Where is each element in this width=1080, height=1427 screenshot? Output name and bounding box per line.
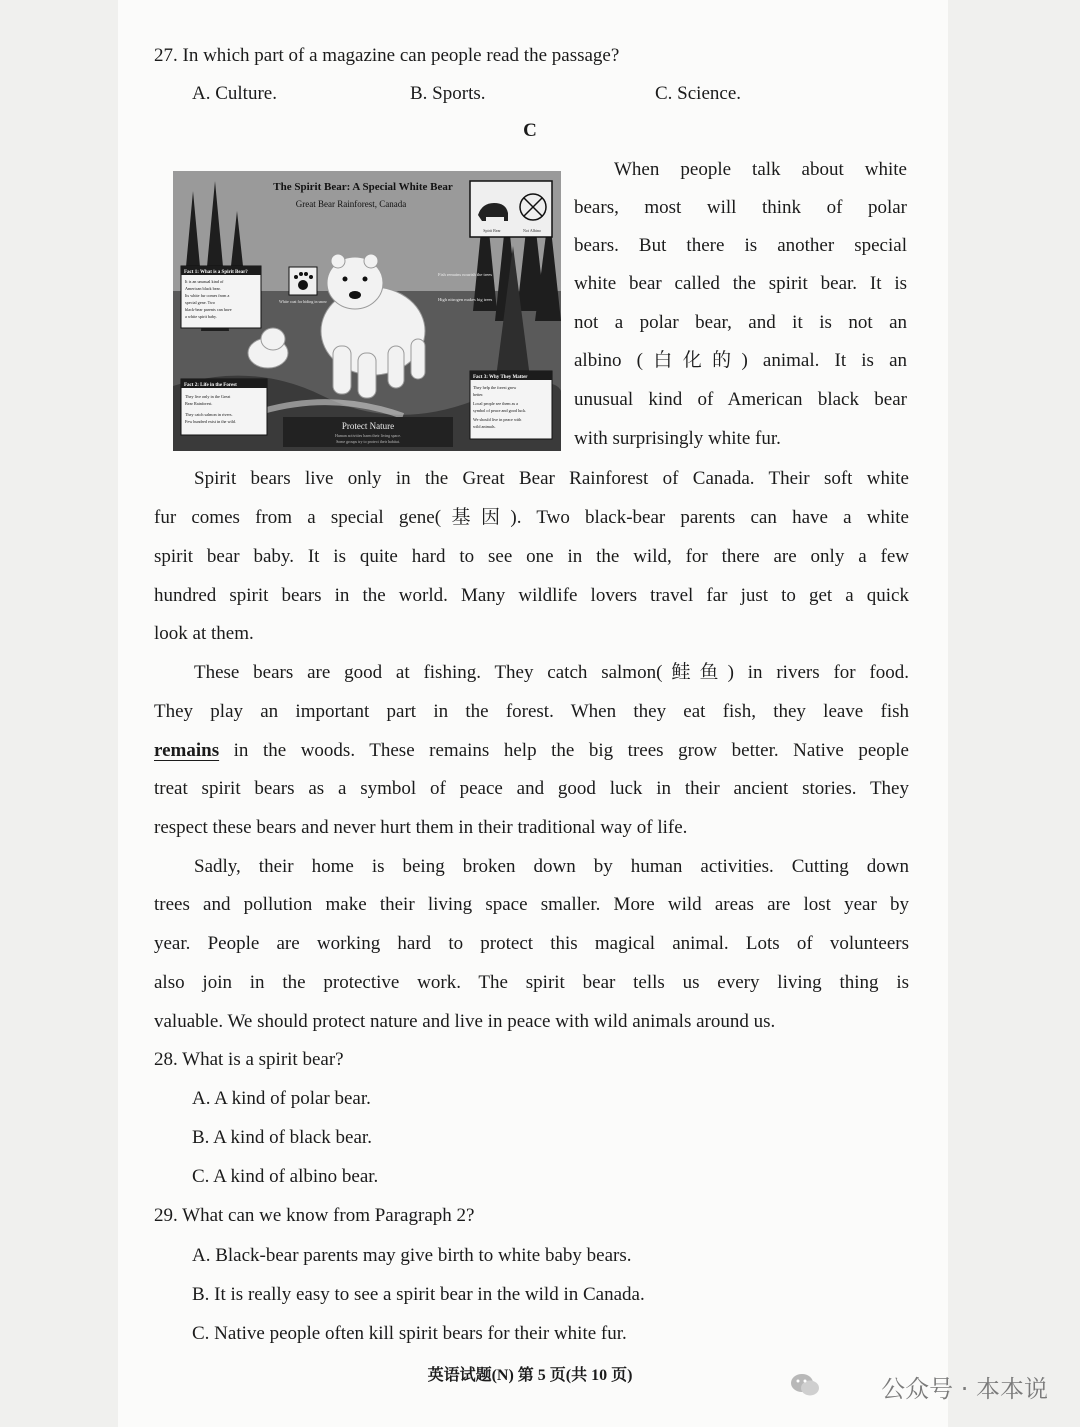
section-label: C (523, 120, 537, 141)
icon-label-not-albino: Not Albino (523, 228, 541, 233)
fact-box-1 (181, 266, 261, 328)
svg-text:Its white fur comes from a: Its white fur comes from a (185, 293, 230, 298)
para2-line-1: Spirit bears live only in the Great Bear Rainforest of Canada. Their soft white (194, 468, 909, 489)
para2-line-3: spirit bear baby. It is quite hard to see one in the wild, for there are only a few (154, 546, 909, 567)
para3-line-1: These bears are good at fishing. They catch salmon(鲑鱼) in rivers for food. (194, 662, 909, 683)
q27-option-a: A. Culture. (192, 83, 277, 104)
para4-line-1: Sadly, their home is being broken down by human activities. Cutting down (194, 856, 909, 877)
svg-text:Fact 3: Why They Matter: Fact 3: Why They Matter (473, 375, 528, 380)
callout-right-1: Fish remains nourish the trees (438, 272, 492, 277)
svg-text:American black bear.: American black bear. (185, 286, 221, 291)
wrap-line-7: unusual kind of American black bear (574, 389, 907, 410)
left-margin (0, 0, 118, 1427)
svg-text:Protect Nature: Protect Nature (341, 421, 395, 431)
svg-text:wild animals.: wild animals. (473, 424, 496, 429)
wrap-line-6: albino (白化的) animal. It is an (574, 350, 907, 371)
para3-line-2: They play an important part in the forest. When they eat fish, they leave fish (154, 701, 909, 722)
figure-title: The Spirit Bear: A Special White Bear (273, 181, 453, 193)
para3-line-3-rest: in the woods. These remains help the big trees grow better. Native people (219, 740, 909, 761)
svg-text:Few hundred exist in the wild.: Few hundred exist in the wild. (185, 419, 236, 424)
callout-right-2: High nitrogen makes big trees (438, 297, 493, 302)
para2-line-4: hundred spirit bears in the world. Many wildlife lovers travel far just to get a quick (154, 585, 909, 606)
wrap-line-5: not a polar bear, and it is not an (574, 312, 907, 333)
para4-line-3: year. People are working hard to protect this magical animal. Lots of volunteers (154, 933, 909, 954)
svg-text:Human activities harm their li: Human activities harm their living space. (335, 433, 401, 438)
fact-box-3 (470, 371, 552, 439)
wrap-line-1: When people talk about white (614, 159, 907, 180)
page-footer: 英语试题(N) 第 5 页(共 10 页) (427, 1367, 633, 1384)
q27-option-c: C. Science. (655, 83, 742, 104)
svg-text:Fact 1: What is a Spirit Bear?: Fact 1: What is a Spirit Bear? (184, 270, 248, 275)
q29-option-a: A. Black-bear parents may give birth to white baby bears. (192, 1245, 632, 1266)
wrap-line-4: white bear called the spirit bear. It is (574, 273, 907, 294)
underlined-word-remains: remains (154, 740, 220, 761)
para3-line-4: treat spirit bears as a symbol of peace and good luck in their ancient stories. They (154, 778, 909, 799)
svg-text:a white spirit baby.: a white spirit baby. (185, 314, 217, 319)
svg-text:They live only in the Great: They live only in the Great (185, 394, 231, 399)
wrap-line-8: with surprisingly white fur. (574, 428, 781, 449)
spirit-bear-infographic (173, 171, 561, 451)
q29-option-b: B. It is really easy to see a spirit bear in the wild in Canada. (192, 1284, 645, 1305)
svg-text:Fact 2: Life in the Forest: Fact 2: Life in the Forest (184, 383, 237, 388)
svg-text:They help the forest grow: They help the forest grow (473, 385, 517, 390)
icon-label-spirit-bear: Spirit Bear (483, 228, 501, 233)
para3-line-5: respect these bears and never hurt them in their traditional way of life. (154, 817, 688, 838)
svg-text:They catch salmon in rivers.: They catch salmon in rivers. (185, 412, 233, 417)
svg-text:black-bear parents can have: black-bear parents can have (185, 307, 232, 312)
wechat-icon (790, 1372, 820, 1398)
watermark: 公众号 · 本本说 (881, 1375, 1048, 1403)
svg-text:Local people see them as a: Local people see them as a (473, 401, 518, 406)
q27-question: 27. In which part of a magazine can people read the passage? (154, 45, 620, 66)
q28-option-b: B. A kind of black bear. (192, 1127, 372, 1148)
q28-option-a: A. A kind of polar bear. (192, 1088, 371, 1109)
fact-box-2 (181, 379, 267, 435)
svg-text:Some groups try to protect the: Some groups try to protect their habitat. (336, 439, 400, 444)
wrap-line-3: bears. But there is another special (574, 235, 907, 256)
protect-nature-banner (283, 417, 453, 447)
figure-subtitle: Great Bear Rainforest, Canada (295, 199, 407, 209)
q29-option-c: C. Native people often kill spirit bears for their white fur. (192, 1323, 627, 1344)
svg-text:It is an unusual kind of: It is an unusual kind of (185, 279, 224, 284)
svg-text:symbol of peace and good luck.: symbol of peace and good luck. (473, 408, 527, 413)
svg-text:special gene. Two: special gene. Two (185, 300, 215, 305)
q29-question: 29. What can we know from Paragraph 2? (154, 1205, 475, 1226)
q28-option-c: C. A kind of albino bear. (192, 1166, 379, 1187)
para2-line-2: fur comes from a special gene(基因). Two black-bear parents can have a white (154, 507, 909, 528)
wrap-line-2: bears, most will think of polar (574, 197, 907, 218)
svg-text:Bear Rainforest.: Bear Rainforest. (185, 401, 213, 406)
q27-option-b: B. Sports. (410, 83, 486, 104)
svg-text:We should live in peace with: We should live in peace with (473, 417, 522, 422)
svg-text:better.: better. (473, 392, 484, 397)
para4-line-5: valuable. We should protect nature and live in peace with wild animals around us. (154, 1011, 776, 1032)
q28-question: 28. What is a spirit bear? (154, 1049, 344, 1070)
paw-icon (289, 267, 317, 295)
callout-left: White coat for hiding in snow (279, 299, 327, 304)
para4-line-2: trees and pollution make their living space smaller. More wild areas are lost year by (154, 894, 909, 915)
right-margin (948, 0, 1080, 1427)
icon-panel (470, 181, 552, 237)
para3-line-3 (154, 739, 909, 763)
para2-line-5: look at them. (154, 623, 254, 644)
para4-line-4: also join in the protective work. The spirit bear tells us every living thing is (154, 972, 909, 993)
